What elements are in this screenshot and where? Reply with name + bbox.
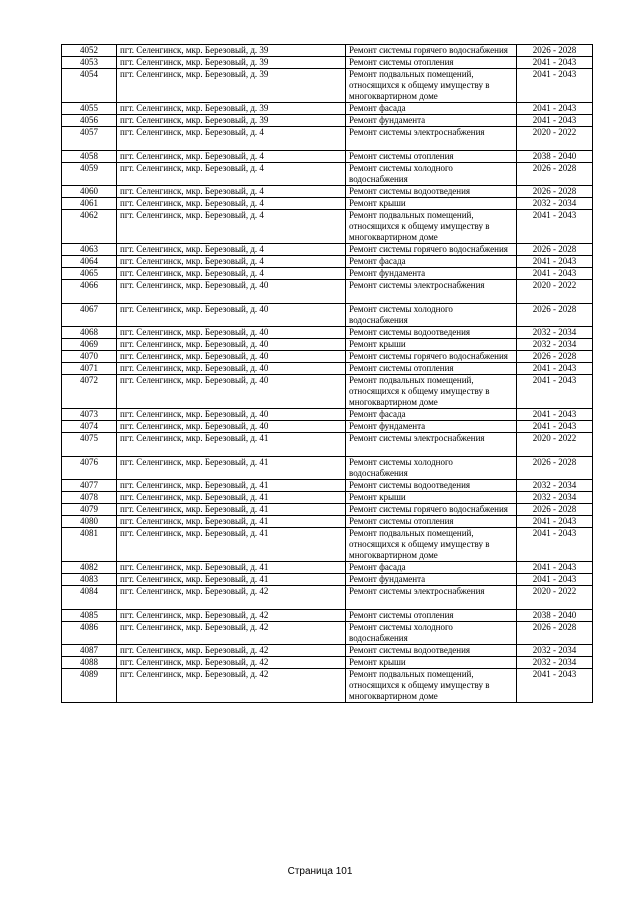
- address-cell: пгт. Селенгинск, мкр. Березовый, д. 40: [117, 351, 346, 363]
- repair-schedule-table: [61, 44, 593, 703]
- address-cell: пгт. Селенгинск, мкр. Березовый, д. 39: [117, 57, 346, 69]
- work-type-cell: Ремонт системы горячего водоснабжения: [346, 244, 517, 256]
- row-number: 4076: [62, 457, 117, 480]
- period-cell: 2041 - 2043: [517, 69, 593, 103]
- table-row: [62, 280, 593, 304]
- period-cell: 2041 - 2043: [517, 574, 593, 586]
- work-type-cell: Ремонт подвальных помещений, относящихся к общему имуществу в многоквартирном доме: [346, 528, 517, 562]
- address-cell: пгт. Селенгинск, мкр. Березовый, д. 40: [117, 304, 346, 327]
- address-cell: пгт. Селенгинск, мкр. Березовый, д. 41: [117, 574, 346, 586]
- row-number: 4066: [62, 280, 117, 304]
- period-cell: 2032 - 2034: [517, 198, 593, 210]
- period-cell: 2041 - 2043: [517, 268, 593, 280]
- table-row: [62, 304, 593, 327]
- address-cell: пгт. Селенгинск, мкр. Березовый, д. 4: [117, 268, 346, 280]
- work-type-cell: Ремонт системы водоотведения: [346, 645, 517, 657]
- period-cell: 2041 - 2043: [517, 57, 593, 69]
- work-type-cell: Ремонт системы холодного водоснабжения: [346, 457, 517, 480]
- period-cell: 2041 - 2043: [517, 115, 593, 127]
- work-type-cell: Ремонт крыши: [346, 198, 517, 210]
- period-cell: 2032 - 2034: [517, 327, 593, 339]
- work-type-cell: Ремонт подвальных помещений, относящихся к общему имуществу в многоквартирном доме: [346, 669, 517, 703]
- page-number: Страница 101: [287, 866, 353, 877]
- address-cell: пгт. Селенгинск, мкр. Березовый, д. 41: [117, 480, 346, 492]
- work-type-cell: Ремонт крыши: [346, 657, 517, 669]
- work-type-cell: Ремонт системы отопления: [346, 610, 517, 622]
- address-cell: пгт. Селенгинск, мкр. Березовый, д. 41: [117, 516, 346, 528]
- row-number: 4087: [62, 645, 117, 657]
- address-cell: пгт. Селенгинск, мкр. Березовый, д. 41: [117, 492, 346, 504]
- table-row: [62, 244, 593, 256]
- address-cell: пгт. Селенгинск, мкр. Березовый, д. 39: [117, 115, 346, 127]
- row-number: 4060: [62, 186, 117, 198]
- work-type-cell: Ремонт системы электроснабжения: [346, 280, 517, 304]
- table-row: [62, 186, 593, 198]
- row-number: 4072: [62, 375, 117, 409]
- row-number: 4078: [62, 492, 117, 504]
- table-row: [62, 562, 593, 574]
- address-cell: пгт. Селенгинск, мкр. Березовый, д. 41: [117, 457, 346, 480]
- period-cell: 2026 - 2028: [517, 186, 593, 198]
- address-cell: пгт. Селенгинск, мкр. Березовый, д. 41: [117, 528, 346, 562]
- work-type-cell: Ремонт фундамента: [346, 115, 517, 127]
- period-cell: 2026 - 2028: [517, 304, 593, 327]
- row-number: 4054: [62, 69, 117, 103]
- period-cell: 2041 - 2043: [517, 210, 593, 244]
- work-type-cell: Ремонт фасада: [346, 103, 517, 115]
- row-number: 4057: [62, 127, 117, 151]
- address-cell: пгт. Селенгинск, мкр. Березовый, д. 4: [117, 127, 346, 151]
- work-type-cell: Ремонт системы отопления: [346, 57, 517, 69]
- period-cell: 2032 - 2034: [517, 480, 593, 492]
- table-row: [62, 45, 593, 57]
- table-row: [62, 256, 593, 268]
- period-cell: 2026 - 2028: [517, 622, 593, 645]
- table-row: [62, 69, 593, 103]
- row-number: 4062: [62, 210, 117, 244]
- period-cell: 2041 - 2043: [517, 669, 593, 703]
- address-cell: пгт. Селенгинск, мкр. Березовый, д. 4: [117, 151, 346, 163]
- row-number: 4085: [62, 610, 117, 622]
- row-number: 4059: [62, 163, 117, 186]
- row-number: 4068: [62, 327, 117, 339]
- address-cell: пгт. Селенгинск, мкр. Березовый, д. 40: [117, 327, 346, 339]
- table-row: [62, 339, 593, 351]
- work-type-cell: Ремонт системы отопления: [346, 151, 517, 163]
- period-cell: 2020 - 2022: [517, 433, 593, 457]
- table-row: [62, 115, 593, 127]
- table-row: [62, 409, 593, 421]
- work-type-cell: Ремонт системы отопления: [346, 516, 517, 528]
- table-row: [62, 645, 593, 657]
- address-cell: пгт. Селенгинск, мкр. Березовый, д. 40: [117, 280, 346, 304]
- period-cell: 2026 - 2028: [517, 163, 593, 186]
- address-cell: пгт. Селенгинск, мкр. Березовый, д. 4: [117, 244, 346, 256]
- table-row: [62, 103, 593, 115]
- period-cell: 2041 - 2043: [517, 375, 593, 409]
- row-number: 4055: [62, 103, 117, 115]
- table-row: [62, 504, 593, 516]
- table-row: [62, 127, 593, 151]
- work-type-cell: Ремонт системы электроснабжения: [346, 586, 517, 610]
- address-cell: пгт. Селенгинск, мкр. Березовый, д. 4: [117, 198, 346, 210]
- work-type-cell: Ремонт системы холодного водоснабжения: [346, 622, 517, 645]
- period-cell: 2038 - 2040: [517, 151, 593, 163]
- row-number: 4064: [62, 256, 117, 268]
- work-type-cell: Ремонт фасада: [346, 409, 517, 421]
- work-type-cell: Ремонт системы отопления: [346, 363, 517, 375]
- address-cell: пгт. Селенгинск, мкр. Березовый, д. 39: [117, 69, 346, 103]
- table-row: [62, 351, 593, 363]
- table-body: [62, 45, 593, 703]
- row-number: 4080: [62, 516, 117, 528]
- period-cell: 2041 - 2043: [517, 409, 593, 421]
- row-number: 4082: [62, 562, 117, 574]
- address-cell: пгт. Селенгинск, мкр. Березовый, д. 40: [117, 409, 346, 421]
- period-cell: 2041 - 2043: [517, 562, 593, 574]
- table-row: [62, 610, 593, 622]
- period-cell: 2026 - 2028: [517, 504, 593, 516]
- row-number: 4086: [62, 622, 117, 645]
- work-type-cell: Ремонт системы холодного водоснабжения: [346, 304, 517, 327]
- address-cell: пгт. Селенгинск, мкр. Березовый, д. 42: [117, 657, 346, 669]
- address-cell: пгт. Селенгинск, мкр. Березовый, д. 39: [117, 45, 346, 57]
- row-number: 4075: [62, 433, 117, 457]
- work-type-cell: Ремонт системы электроснабжения: [346, 433, 517, 457]
- row-number: 4081: [62, 528, 117, 562]
- work-type-cell: Ремонт фундамента: [346, 574, 517, 586]
- address-cell: пгт. Селенгинск, мкр. Березовый, д. 41: [117, 433, 346, 457]
- table-row: [62, 457, 593, 480]
- address-cell: пгт. Селенгинск, мкр. Березовый, д. 40: [117, 421, 346, 433]
- period-cell: 2038 - 2040: [517, 610, 593, 622]
- row-number: 4065: [62, 268, 117, 280]
- period-cell: 2032 - 2034: [517, 339, 593, 351]
- period-cell: 2026 - 2028: [517, 457, 593, 480]
- work-type-cell: Ремонт подвальных помещений, относящихся к общему имуществу в многоквартирном доме: [346, 375, 517, 409]
- table-row: [62, 363, 593, 375]
- address-cell: пгт. Селенгинск, мкр. Березовый, д. 41: [117, 504, 346, 516]
- work-type-cell: Ремонт фасада: [346, 562, 517, 574]
- row-number: 4067: [62, 304, 117, 327]
- work-type-cell: Ремонт системы холодного водоснабжения: [346, 163, 517, 186]
- address-cell: пгт. Селенгинск, мкр. Березовый, д. 4: [117, 256, 346, 268]
- row-number: 4052: [62, 45, 117, 57]
- period-cell: 2041 - 2043: [517, 528, 593, 562]
- period-cell: 2041 - 2043: [517, 363, 593, 375]
- row-number: 4063: [62, 244, 117, 256]
- address-cell: пгт. Селенгинск, мкр. Березовый, д. 39: [117, 103, 346, 115]
- table-row: [62, 268, 593, 280]
- row-number: 4077: [62, 480, 117, 492]
- period-cell: 2020 - 2022: [517, 280, 593, 304]
- row-number: 4073: [62, 409, 117, 421]
- row-number: 4083: [62, 574, 117, 586]
- work-type-cell: Ремонт подвальных помещений, относящихся к общему имуществу в многоквартирном доме: [346, 210, 517, 244]
- address-cell: пгт. Селенгинск, мкр. Березовый, д. 4: [117, 163, 346, 186]
- period-cell: 2041 - 2043: [517, 103, 593, 115]
- table-row: [62, 622, 593, 645]
- table-row: [62, 480, 593, 492]
- row-number: 4089: [62, 669, 117, 703]
- period-cell: 2032 - 2034: [517, 492, 593, 504]
- row-number: 4079: [62, 504, 117, 516]
- address-cell: пгт. Селенгинск, мкр. Березовый, д. 40: [117, 363, 346, 375]
- row-number: 4058: [62, 151, 117, 163]
- row-number: 4074: [62, 421, 117, 433]
- table-row: [62, 574, 593, 586]
- table-row: [62, 198, 593, 210]
- address-cell: пгт. Селенгинск, мкр. Березовый, д. 42: [117, 622, 346, 645]
- table-row: [62, 586, 593, 610]
- work-type-cell: Ремонт фундамента: [346, 268, 517, 280]
- period-cell: 2032 - 2034: [517, 645, 593, 657]
- table-row: [62, 433, 593, 457]
- work-type-cell: Ремонт крыши: [346, 492, 517, 504]
- address-cell: пгт. Селенгинск, мкр. Березовый, д. 40: [117, 375, 346, 409]
- row-number: 4088: [62, 657, 117, 669]
- period-cell: 2032 - 2034: [517, 657, 593, 669]
- row-number: 4053: [62, 57, 117, 69]
- work-type-cell: Ремонт системы водоотведения: [346, 186, 517, 198]
- table-row: [62, 669, 593, 703]
- period-cell: 2041 - 2043: [517, 421, 593, 433]
- address-cell: пгт. Селенгинск, мкр. Березовый, д. 42: [117, 586, 346, 610]
- work-type-cell: Ремонт крыши: [346, 339, 517, 351]
- table-row: [62, 210, 593, 244]
- table-row: [62, 492, 593, 504]
- work-type-cell: Ремонт системы электроснабжения: [346, 127, 517, 151]
- work-type-cell: Ремонт системы водоотведения: [346, 327, 517, 339]
- table-row: [62, 163, 593, 186]
- address-cell: пгт. Селенгинск, мкр. Березовый, д. 41: [117, 562, 346, 574]
- table-row: [62, 375, 593, 409]
- row-number: 4071: [62, 363, 117, 375]
- period-cell: 2026 - 2028: [517, 351, 593, 363]
- period-cell: 2026 - 2028: [517, 45, 593, 57]
- address-cell: пгт. Селенгинск, мкр. Березовый, д. 42: [117, 610, 346, 622]
- work-type-cell: Ремонт подвальных помещений, относящихся к общему имуществу в многоквартирном доме: [346, 69, 517, 103]
- table-row: [62, 57, 593, 69]
- address-cell: пгт. Селенгинск, мкр. Березовый, д. 4: [117, 186, 346, 198]
- period-cell: 2020 - 2022: [517, 586, 593, 610]
- row-number: 4061: [62, 198, 117, 210]
- table-row: [62, 516, 593, 528]
- address-cell: пгт. Селенгинск, мкр. Березовый, д. 40: [117, 339, 346, 351]
- period-cell: 2041 - 2043: [517, 516, 593, 528]
- address-cell: пгт. Селенгинск, мкр. Березовый, д. 42: [117, 645, 346, 657]
- table-row: [62, 327, 593, 339]
- period-cell: 2020 - 2022: [517, 127, 593, 151]
- work-type-cell: Ремонт системы горячего водоснабжения: [346, 351, 517, 363]
- address-cell: пгт. Селенгинск, мкр. Березовый, д. 42: [117, 669, 346, 703]
- work-type-cell: Ремонт фундамента: [346, 421, 517, 433]
- table-row: [62, 528, 593, 562]
- work-type-cell: Ремонт фасада: [346, 256, 517, 268]
- row-number: 4084: [62, 586, 117, 610]
- address-cell: пгт. Селенгинск, мкр. Березовый, д. 4: [117, 210, 346, 244]
- row-number: 4069: [62, 339, 117, 351]
- row-number: 4070: [62, 351, 117, 363]
- work-type-cell: Ремонт системы горячего водоснабжения: [346, 45, 517, 57]
- work-type-cell: Ремонт системы горячего водоснабжения: [346, 504, 517, 516]
- work-type-cell: Ремонт системы водоотведения: [346, 480, 517, 492]
- table-row: [62, 657, 593, 669]
- table-row: [62, 421, 593, 433]
- period-cell: 2026 - 2028: [517, 244, 593, 256]
- period-cell: 2041 - 2043: [517, 256, 593, 268]
- table-row: [62, 151, 593, 163]
- row-number: 4056: [62, 115, 117, 127]
